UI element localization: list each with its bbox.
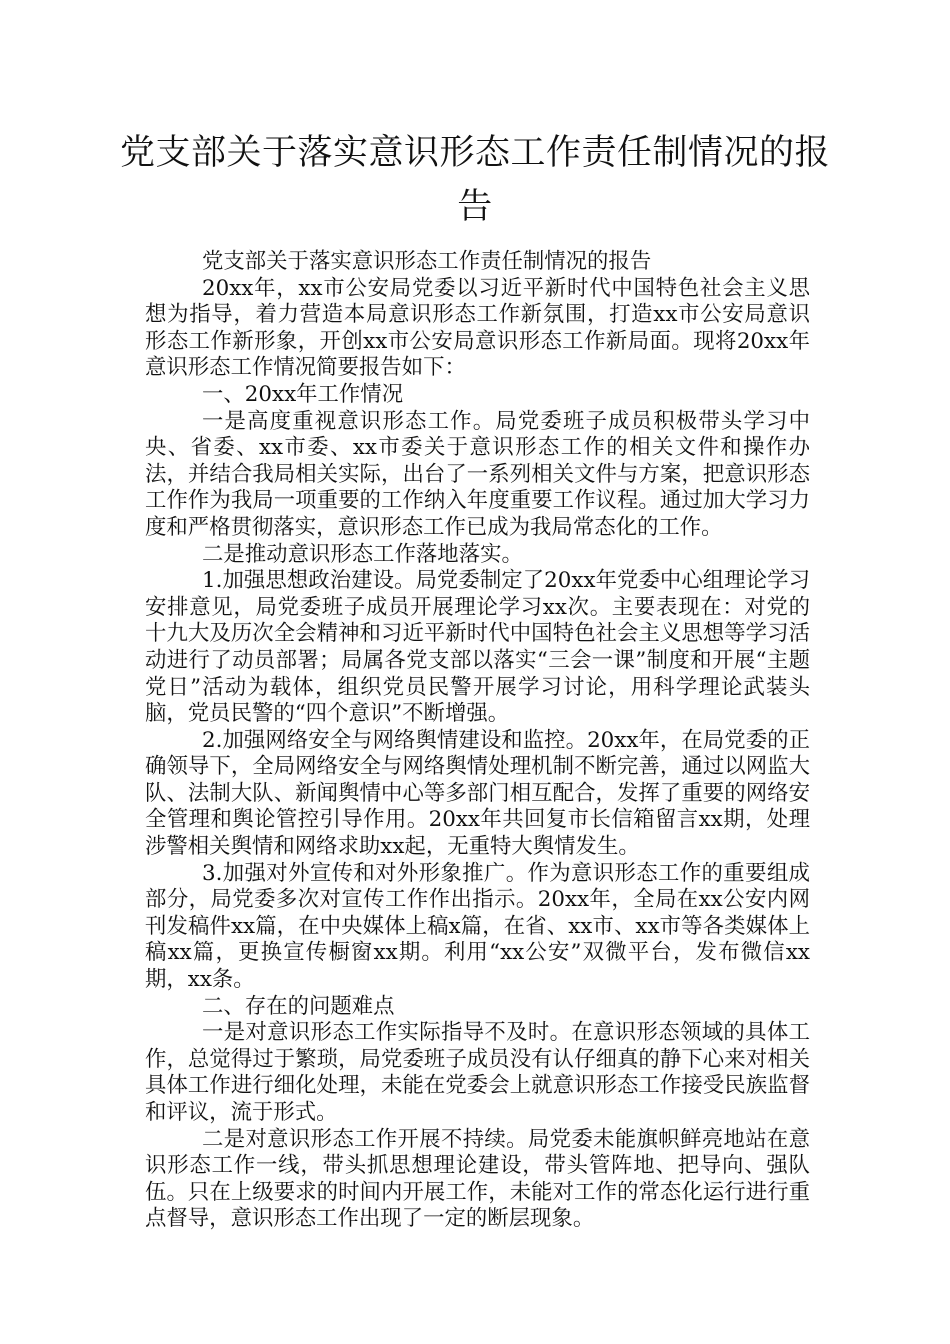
paragraph-importance: 一是高度重视意识形态工作。局党委班子成员积极带头学习中央、省委、xx市委、xx市委关于意识形态工作的相关文件和操作办法，并结合我局相关实际，出台了一系列相关文件与方案，把意识形态工作作为我局一项重要的工作纳入年度重要工作议程。通过加大学习力度和严格贯彻落实，意识形态工作已成为我局常态化的工作。 bbox=[145, 408, 810, 540]
body-subtitle: 党支部关于落实意识形态工作责任制情况的报告 bbox=[202, 249, 652, 274]
paragraph-item-1: 1.加强思想政治建设。局党委制定了20xx年党委中心组理论学习安排意见，局党委班子成员开展理论学习xx次。主要表现在：对党的十九大及历次全会精神和习近平新时代中国特色社会主义思想等学习活动进行了动员部署；局属各党支部以落实“三会一课”制度和开展“主题党日”活动为载体，组织党员民警开展学习讨论，用科学理论武装头脑，党员民警的“四个意识”不断增强。 bbox=[145, 568, 810, 727]
section-heading-problems: 二、存在的问题难点 bbox=[202, 993, 395, 1019]
paragraph-intro: 20xx年，xx市公安局党委以习近平新时代中国特色社会主义思想为指导，着力营造本局意识形态工作新氛围，打造xx市公安局意识形态工作新形象，开创xx市公安局意识形态工作新局面。现将20xx年意识形态工作情况简要报告如下： bbox=[145, 275, 810, 381]
paragraph-problem-2: 二是对意识形态工作开展不持续。局党委未能旗帜鲜亮地站在意识形态工作一线，带头抓思想理论建设，带头管阵地、把导向、强队伍。只在上级要求的时间内开展工作，未能对工作的常态化运行进行重点督导，意识形态工作出现了一定的断层现象。 bbox=[145, 1126, 810, 1232]
paragraph-problem-1: 一是对意识形态工作实际指导不及时。在意识形态领域的具体工作，总觉得过于繁琐，局党委班子成员没有认仔细真的静下心来对相关具体工作进行细化处理，未能在党委会上就意识形态工作接受民族监督和评议，流于形式。 bbox=[145, 1020, 810, 1125]
section-heading-work-status: 一、20xx年工作情况 bbox=[202, 381, 404, 407]
document-title: 党支部关于落实意识形态工作责任制情况的报告 bbox=[120, 133, 831, 227]
paragraph-implementation: 二是推动意识形态工作落地落实。 bbox=[202, 541, 523, 567]
document-body bbox=[145, 249, 810, 1233]
paragraph-item-2: 2.加强网络安全与网络舆情建设和监控。20xx年，在局党委的正确领导下，全局网络安全与网络舆情处理机制不断完善，通过以网监大队、法制大队、新闻舆情中心等多部门相互配合，发挥了重要的网络安全管理和舆论管控引导作用。20xx年共回复市长信箱留言xx期，处理涉警相关舆情和网络求助xx起，无重特大舆情发生。 bbox=[145, 727, 810, 860]
paragraph-item-3: 3.加强对外宣传和对外形象推广。作为意识形态工作的重要组成部分，局党委多次对宣传工作作出指示。20xx年，全局在xx公安内网刊发稿件xx篇，在中央媒体上稿x篇，在省、xx市、xx市等各类媒体上稿xx篇，更换宣传橱窗xx期。利用“xx公安”双微平台，发布微信xx期，xx条。 bbox=[145, 860, 810, 993]
